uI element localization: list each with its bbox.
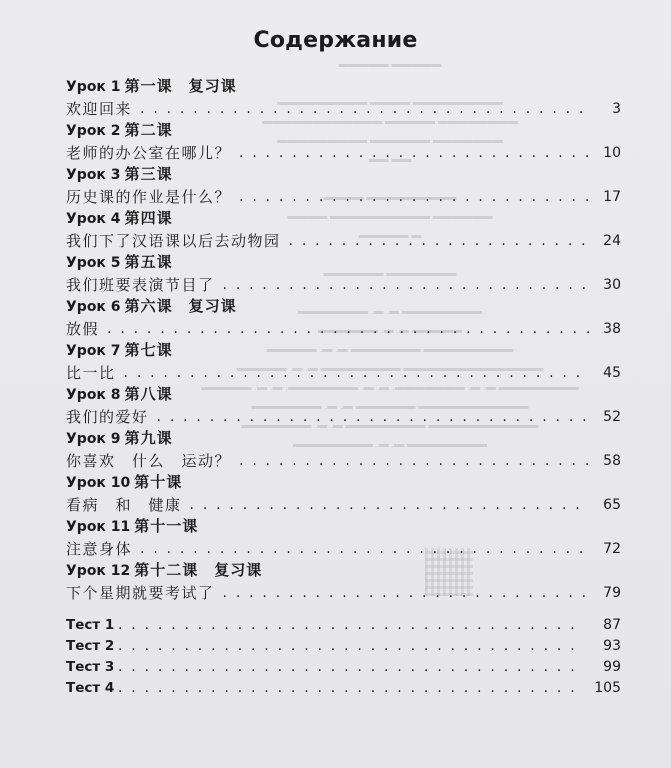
page-number: 58 <box>603 453 621 469</box>
page-number: 105 <box>594 680 621 696</box>
page-number: 65 <box>603 497 621 513</box>
page-number: 38 <box>603 321 621 337</box>
lesson-subtitle-line <box>66 228 621 252</box>
page-number: 79 <box>603 585 621 601</box>
lesson-subtitle: 我们的爱好 <box>66 408 149 426</box>
test-label: Тест 4 <box>66 680 115 696</box>
page-number: 45 <box>603 365 621 381</box>
lesson-label: Урок 7 <box>66 343 121 359</box>
lesson-label: Урок 11 <box>66 519 131 535</box>
toc-entry-lesson-7[interactable] <box>66 340 621 384</box>
lesson-chinese-title: 第十课 <box>134 473 183 491</box>
page-number: 52 <box>603 409 621 425</box>
lesson-subtitle: 下个星期就要考试了 <box>66 584 215 602</box>
lesson-subtitle-line <box>66 448 621 472</box>
toc-entry-lesson-8[interactable] <box>66 384 621 428</box>
lesson-heading <box>66 296 621 316</box>
lesson-heading <box>66 164 621 184</box>
lesson-subtitle-line <box>66 492 621 516</box>
lesson-subtitle: 欢迎回来 <box>66 100 133 118</box>
toc-entry-lesson-3[interactable] <box>66 164 621 208</box>
dot-leader <box>107 318 589 340</box>
lesson-chinese-title: 第四课 <box>124 209 173 227</box>
lesson-heading <box>66 208 621 228</box>
lesson-subtitle: 你喜欢 什么 运动？ <box>66 452 232 470</box>
lesson-chinese-title: 第七课 <box>124 341 173 359</box>
toc-entry-lesson-2[interactable] <box>66 120 621 164</box>
lesson-subtitle-line <box>66 360 621 384</box>
dot-leader <box>239 142 589 164</box>
toc-entry-lesson-12[interactable] <box>66 560 621 604</box>
toc-entry-lesson-5[interactable] <box>66 252 621 296</box>
page-number: 10 <box>603 145 621 161</box>
lesson-subtitle: 看病 和 健康 <box>66 496 182 514</box>
lesson-heading <box>66 428 621 448</box>
lesson-label: Урок 9 <box>66 431 121 447</box>
dot-leader <box>140 538 589 560</box>
lesson-heading <box>66 516 621 536</box>
toc-entry-lesson-6[interactable] <box>66 296 621 340</box>
lesson-subtitle-line <box>66 580 621 604</box>
dot-leader <box>118 636 585 656</box>
lesson-label: Урок 10 <box>66 475 131 491</box>
toc-entry-lesson-10[interactable] <box>66 472 621 516</box>
lesson-subtitle-line <box>66 140 621 164</box>
lesson-chinese-title: 第十一课 <box>134 517 199 535</box>
lesson-subtitle: 我们下了汉语课以后去动物园 <box>66 232 281 250</box>
lesson-chinese-title: 第八课 <box>124 385 173 403</box>
lesson-subtitle: 比一比 <box>66 364 116 382</box>
dot-leader <box>118 615 585 635</box>
toc-entry-lesson-4[interactable] <box>66 208 621 252</box>
page-number: 24 <box>603 233 621 249</box>
lesson-subtitle: 我们班要表演节目了 <box>66 276 215 294</box>
dot-leader <box>223 274 589 296</box>
toc-entry-test-3[interactable] <box>66 656 621 677</box>
dot-leader <box>124 362 589 384</box>
dot-leader <box>190 494 589 516</box>
lesson-heading <box>66 472 621 492</box>
page-number: 17 <box>603 189 621 205</box>
dot-leader <box>239 450 589 472</box>
lesson-heading <box>66 384 621 404</box>
lesson-subtitle-line <box>66 184 621 208</box>
lesson-heading <box>66 76 621 96</box>
page-number: 72 <box>603 541 621 557</box>
lesson-subtitle-line <box>66 316 621 340</box>
page-number: 3 <box>612 101 621 117</box>
dot-leader <box>223 582 589 604</box>
dot-leader <box>140 98 589 120</box>
lesson-chinese-title: 第六课 复习课 <box>124 297 237 315</box>
test-label: Тест 2 <box>66 638 115 654</box>
lesson-heading <box>66 340 621 360</box>
lesson-subtitle-line <box>66 404 621 428</box>
lesson-label: Урок 4 <box>66 211 121 227</box>
lesson-subtitle: 老师的办公室在哪儿？ <box>66 144 232 162</box>
page-number: 99 <box>603 659 621 675</box>
dot-leader <box>157 406 589 428</box>
test-label: Тест 1 <box>66 617 115 633</box>
toc-entry-lesson-9[interactable] <box>66 428 621 472</box>
lesson-chinese-title: 第五课 <box>124 253 173 271</box>
lesson-subtitle-line <box>66 96 621 120</box>
lesson-heading <box>66 120 621 140</box>
page-number: 87 <box>603 617 621 633</box>
test-label: Тест 3 <box>66 659 115 675</box>
tests-section <box>66 614 621 698</box>
dot-leader <box>118 678 585 698</box>
lesson-chinese-title: 第十二课 复习课 <box>134 561 263 579</box>
page-number: 30 <box>603 277 621 293</box>
toc-entry-test-4[interactable] <box>66 677 621 698</box>
lesson-label: Урок 2 <box>66 123 121 139</box>
lesson-chinese-title: 第九课 <box>124 429 173 447</box>
toc-entry-test-1[interactable] <box>66 614 621 635</box>
dot-leader <box>118 657 585 677</box>
lesson-label: Урок 1 <box>66 79 121 95</box>
lesson-label: Урок 3 <box>66 167 121 183</box>
bleed-through-text: ▬▬▬▬▬ ▬▬▬▬▬ ▬▬▬▬▬▬▬▬▬ ▬▬▬▬ ▬▬▬▬▬▬▬▬▬ ▬▬▬▬▬▬▬▬ ▬▬▬▬▬ ▬▬▬▬▬▬▬▬▬▬▬▬ ▬▬▬▬▬▬▬ ▬▬▬▬▬▬ ▬▬▬▬▬▬▬▬▬ ▬▬ ▬▬ ▬▬▬▬▬▬▬▬▬ ▬▬▬▬ ▬▬▬▬▬▬ ▬▬▬▬▬▬▬▬▬▬ ▬▬▬▬ ▬ ▬▬▬▬▬ ▬▬▬▬▬▬▬ ▬▬▬▬▬▬ ▬▬▬▬▬▬▬▬ ▬. ▬. ▬▬▬▬▬▬▬ ▬▬▬▬▬ ▬. ▬. ▬▬▬▬▬▬ ▬▬▬▬▬▬▬▬▬ ▬▬▬▬▬▬▬ ▬. ▬. ▬▬▬▬▬ ▬▬▬▬▬▬▬▬▬▬▬▬▬▬ ▬▬▬▬▬▬▬▬ ▬. ▬. ▬▬▬▬▬ ▬▬▬▬▬▬▬▬ ▬. ▬. ▬▬▬▬▬▬▬, ▬. ▬. ▬▬▬▬▬▬▬, ▬. ▬. ▬▬▬▬▬ ▬▬▬▬▬▬▬▬▬▬▬ ▬▬▬▬▬▬ ▬. ▬. ▬▬▬▬▬▬▬ ▬▬▬▬▬▬▬▬▬▬▬ ▬▬▬▬▬▬▬▬ ▬. ▬. ▬▬▬▬▬▬▬ ▬▬▬▬▬▬▬▬ ▬. ▬. ▬▬▬▬▬▬▬▬ <box>201 59 579 450</box>
lesson-subtitle-line <box>66 272 621 296</box>
lesson-chinese-title: 第二课 <box>124 121 173 139</box>
dot-leader <box>239 186 589 208</box>
toc-entry-lesson-1[interactable] <box>66 76 621 120</box>
lesson-subtitle: 放假 <box>66 320 100 338</box>
page-number: 93 <box>603 638 621 654</box>
lesson-subtitle: 注意身体 <box>66 540 133 558</box>
table-of-contents <box>66 76 621 698</box>
lesson-label: Урок 5 <box>66 255 121 271</box>
toc-entry-lesson-11[interactable] <box>66 516 621 560</box>
lesson-label: Урок 6 <box>66 299 121 315</box>
lesson-heading <box>66 252 621 272</box>
toc-entry-test-2[interactable] <box>66 635 621 656</box>
lesson-label: Урок 8 <box>66 387 121 403</box>
lesson-label: Урок 12 <box>66 563 131 579</box>
lesson-heading <box>66 560 621 580</box>
page-title: Содержание <box>253 28 418 53</box>
lesson-chinese-title: 第一课 复习课 <box>124 77 237 95</box>
lesson-chinese-title: 第三课 <box>124 165 173 183</box>
lesson-subtitle-line <box>66 536 621 560</box>
dot-leader <box>289 230 589 252</box>
lesson-subtitle: 历史课的作业是什么？ <box>66 188 232 206</box>
